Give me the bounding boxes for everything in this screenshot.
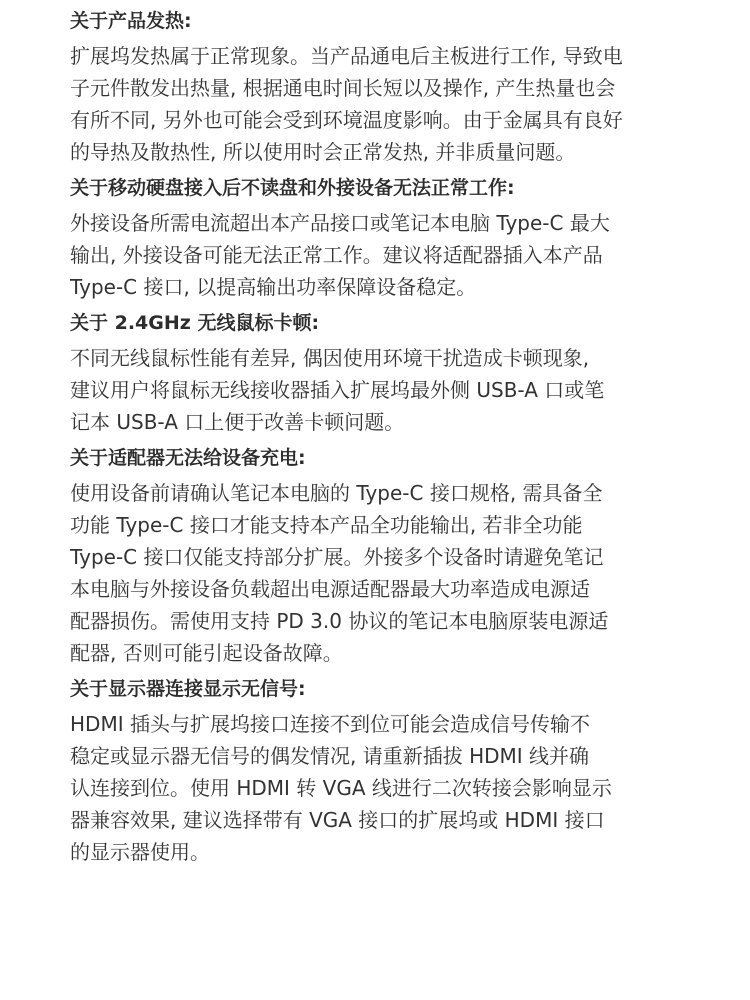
section-adapter-charging [70, 443, 690, 669]
body-line: 输出, 外接设备可能无法正常工作。建议将适配器插入本产品 [70, 243, 603, 267]
body-line: HDMI 插头与扩展坞接口连接不到位可能会造成信号传输不 [70, 712, 590, 736]
body-line: 的显示器使用。 [70, 840, 210, 864]
section-body [70, 342, 690, 438]
section-body [70, 708, 690, 868]
section-body [70, 40, 690, 168]
section-product-heat [70, 6, 690, 168]
body-line: 认连接到位。使用 HDMI 转 VGA 线进行二次转接会影响显示 [70, 776, 612, 800]
body-line: 不同无线鼠标性能有差异, 偶因使用环境干扰造成卡顿现象, [70, 346, 590, 370]
section-body [70, 207, 690, 303]
body-line: 稳定或显示器无信号的偶发情况, 请重新插拔 HDMI 线并确 [70, 744, 590, 768]
body-line: 外接设备所需电流超出本产品接口或笔记本电脑 Type-C 最大 [70, 211, 610, 235]
body-line: 有所不同, 另外也可能会受到环境温度影响。由于金属具有良好 [70, 108, 623, 132]
faq-document [70, 6, 690, 873]
section-display-no-signal [70, 674, 690, 868]
body-line: 配器, 否则可能引起设备故障。 [70, 641, 343, 665]
body-line: 器兼容效果, 建议选择带有 VGA 接口的扩展坞或 HDMI 接口 [70, 808, 605, 832]
body-line: Type-C 接口, 以提高输出功率保障设备稳定。 [70, 275, 477, 299]
body-line: 建议用户将鼠标无线接收器插入扩展坞最外侧 USB-A 口或笔 [70, 378, 605, 402]
body-line: Type-C 接口仅能支持部分扩展。外接多个设备时请避免笔记 [70, 545, 604, 569]
body-line: 使用设备前请确认笔记本电脑的 Type-C 接口规格, 需具备全 [70, 481, 603, 505]
section-title: 关于适配器无法给设备充电: [70, 447, 306, 469]
section-title: 关于 2.4GHz 无线鼠标卡顿: [70, 312, 320, 334]
section-title: 关于产品发热: [70, 10, 192, 32]
body-line: 功能 Type-C 接口才能支持本产品全功能输出, 若非全功能 [70, 513, 583, 537]
body-line: 本电脑与外接设备负载超出电源适配器最大功率造成电源适 [70, 577, 590, 601]
section-body [70, 477, 690, 669]
body-line: 配器损伤。需使用支持 PD 3.0 协议的笔记本电脑原装电源适 [70, 609, 609, 633]
body-line: 的导热及散热性, 所以使用时会正常发热, 并非质量问题。 [70, 140, 576, 164]
section-drive-not-reading [70, 173, 690, 303]
section-wireless-mouse-lag [70, 308, 690, 438]
body-line: 扩展坞发热属于正常现象。当产品通电后主板进行工作, 导致电 [70, 44, 623, 68]
body-line: 记本 USB-A 口上便于改善卡顿问题。 [70, 410, 405, 434]
section-title: 关于显示器连接显示无信号: [70, 678, 306, 700]
section-title: 关于移动硬盘接入后不读盘和外接设备无法正常工作: [70, 177, 515, 199]
body-line: 子元件散发出热量, 根据通电时间长短以及操作, 产生热量也会 [70, 76, 616, 100]
